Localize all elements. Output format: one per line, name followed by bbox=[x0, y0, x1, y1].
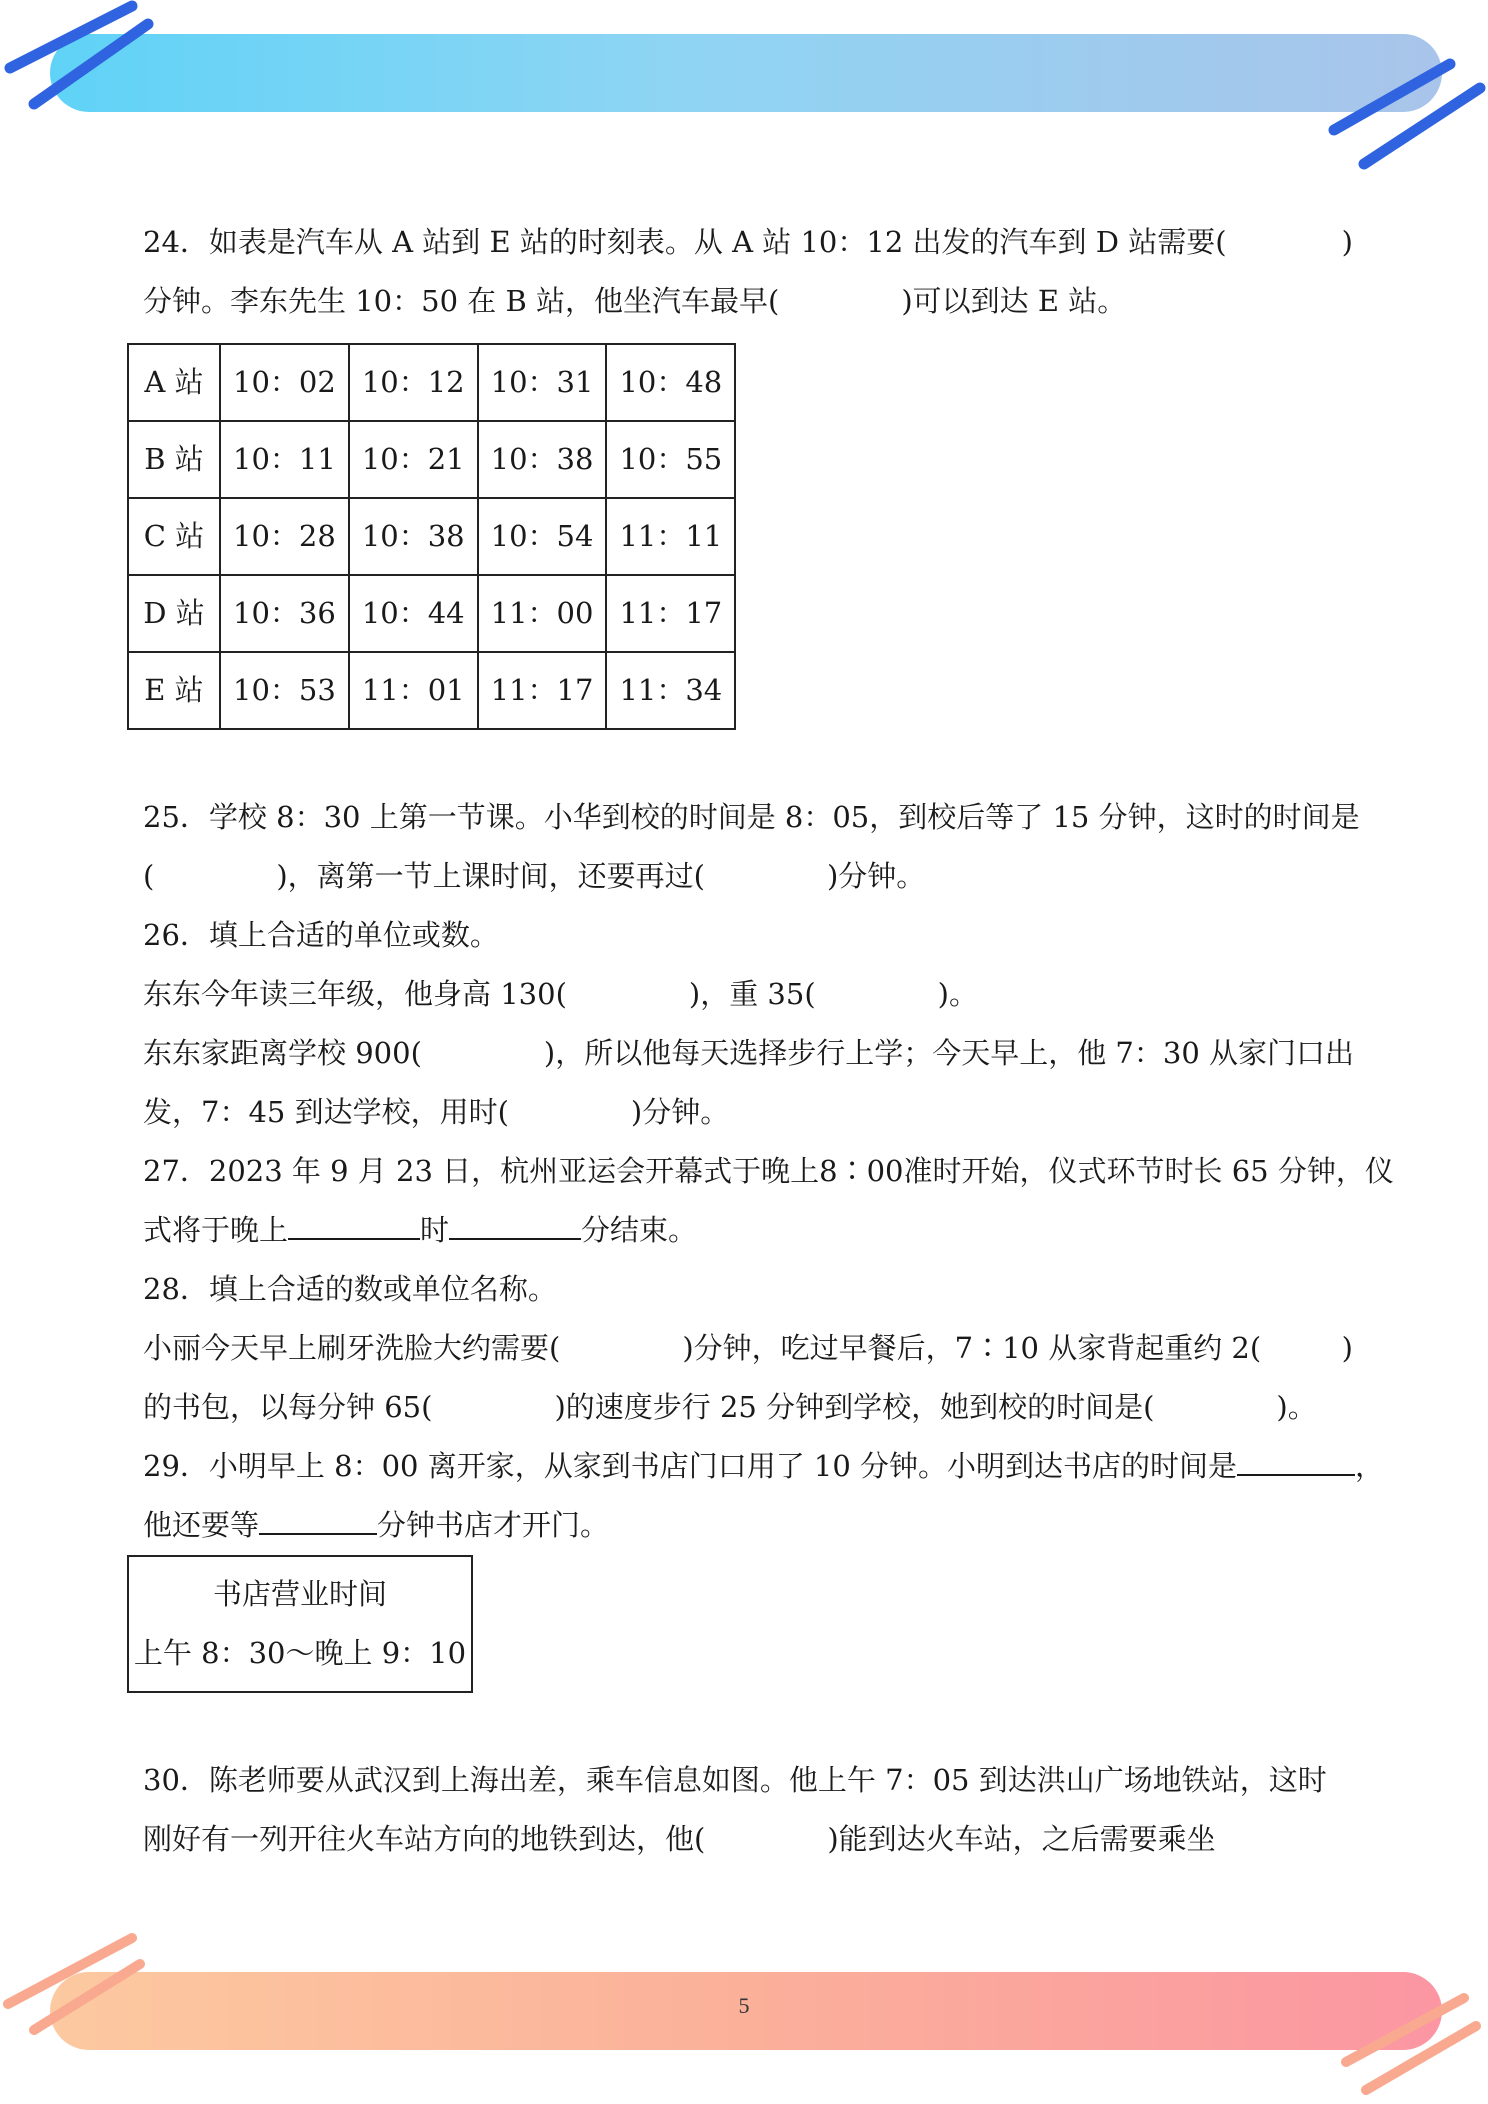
header-right-stripes bbox=[1320, 50, 1488, 180]
table-cell: 10：36 bbox=[220, 575, 349, 652]
q26-text-d: 东东家距离学校 900( bbox=[143, 1036, 422, 1070]
footer-left-stripes bbox=[0, 1930, 150, 2040]
q26-text-e: )，所以他每天选择步行上学；今天早上，他 7：30 从家门口出 bbox=[543, 1036, 1354, 1070]
header-banner bbox=[50, 34, 1442, 112]
table-cell: 10：38 bbox=[478, 421, 607, 498]
q28-text-b: )分钟，吃过早餐后，7∶10 从家背起重约 2( bbox=[682, 1331, 1262, 1365]
table-cell: 11：01 bbox=[349, 652, 478, 729]
table-cell: B 站 bbox=[128, 421, 220, 498]
table-row bbox=[128, 498, 735, 575]
q26-line2 bbox=[143, 1024, 1353, 1083]
table-row bbox=[128, 421, 735, 498]
q24-line2 bbox=[143, 272, 1353, 331]
bus-timetable bbox=[127, 343, 736, 730]
table-cell: 10：02 bbox=[220, 344, 349, 421]
q26-title: 26．填上合适的单位或数。 bbox=[143, 918, 499, 952]
q28-text-f: )。 bbox=[1276, 1390, 1317, 1424]
table-cell: 11：11 bbox=[606, 498, 735, 575]
q29-text-d: 分钟书店才开门。 bbox=[377, 1508, 610, 1542]
table-cell: 11：17 bbox=[478, 652, 607, 729]
q24-text-d: )可以到达 E 站。 bbox=[901, 284, 1127, 318]
q27-text-a: 式将于晚上 bbox=[143, 1213, 289, 1247]
q26-line1 bbox=[143, 965, 1353, 1024]
table-cell: C 站 bbox=[128, 498, 220, 575]
table-cell: 10：54 bbox=[478, 498, 607, 575]
q27-text-c: 分结束。 bbox=[581, 1213, 698, 1247]
q26-line3 bbox=[143, 1083, 1353, 1142]
q24-line1 bbox=[143, 213, 1353, 272]
table-row bbox=[128, 652, 735, 729]
q25-line1: 25．学校 8：30 上第一节课。小华到校的时间是 8：05，到校后等了 15 分钟，这时的时间是 bbox=[143, 800, 1360, 834]
table-row bbox=[128, 344, 735, 421]
table-cell: 10：31 bbox=[478, 344, 607, 421]
table-row bbox=[128, 575, 735, 652]
answer-underline[interactable] bbox=[288, 1202, 420, 1240]
q27-line2 bbox=[143, 1201, 1353, 1260]
table-cell: D 站 bbox=[128, 575, 220, 652]
q29-text-c: 他还要等 bbox=[143, 1508, 260, 1542]
q27-line1: 27．2023 年 9 月 23 日，杭州亚运会开幕式于晚上8∶00准时开始，仪式环节时长 65 分钟，仪 bbox=[143, 1154, 1394, 1188]
q28-group-a bbox=[143, 1319, 1261, 1378]
table-cell: 11：34 bbox=[606, 652, 735, 729]
bookstore-hours-box bbox=[127, 1555, 473, 1693]
q28-line1 bbox=[143, 1319, 1353, 1378]
table-cell: 10：12 bbox=[349, 344, 478, 421]
q25-text-a: ( bbox=[143, 859, 155, 893]
q30-text-b: )能到达火车站，之后需要乘坐 bbox=[827, 1822, 1216, 1856]
header-left-stripes bbox=[0, 0, 160, 120]
table-cell: 10：48 bbox=[606, 344, 735, 421]
q24-text-b: ) bbox=[1341, 225, 1353, 259]
answer-underline[interactable] bbox=[1237, 1438, 1355, 1476]
q26-text-f: 发，7：45 到达学校，用时( bbox=[143, 1095, 509, 1129]
bookstore-hours-title: 书店营业时间 bbox=[212, 1577, 387, 1611]
table-cell: A 站 bbox=[128, 344, 220, 421]
q28-line2 bbox=[143, 1378, 1353, 1437]
q30-text-a: 刚好有一列开往火车站方向的地铁到达，他( bbox=[143, 1822, 706, 1856]
table-cell: 10：21 bbox=[349, 421, 478, 498]
table-cell: E 站 bbox=[128, 652, 220, 729]
table-cell: 10：44 bbox=[349, 575, 478, 652]
table-cell: 10：53 bbox=[220, 652, 349, 729]
table-cell: 10：38 bbox=[349, 498, 478, 575]
q28-text-d: 的书包，以每分钟 65( bbox=[143, 1390, 433, 1424]
q30-line1: 30．陈老师要从武汉到上海出差，乘车信息如图。他上午 7：05 到达洪山广场地铁站，这时 bbox=[143, 1763, 1327, 1797]
q28-text-a: 小丽今天早上刷牙洗脸大约需要( bbox=[143, 1331, 561, 1365]
q25-text-b: )，离第一节上课时间，还要再过( bbox=[276, 859, 705, 893]
table-cell: 10：28 bbox=[220, 498, 349, 575]
q25-line2 bbox=[143, 847, 1353, 906]
table-cell: 10：11 bbox=[220, 421, 349, 498]
q28-text-e: )的速度步行 25 分钟到学校，她到校的时间是( bbox=[554, 1390, 1155, 1424]
q26-text-c: )。 bbox=[937, 977, 978, 1011]
bookstore-hours-value: 上午 8：30～晚上 9：10 bbox=[133, 1636, 467, 1670]
page-number: 5 bbox=[738, 1993, 750, 2018]
q29-line1 bbox=[143, 1437, 1385, 1496]
worksheet-content bbox=[133, 213, 1394, 1869]
q27-text-b: 时 bbox=[420, 1213, 450, 1247]
table-cell: 10：55 bbox=[606, 421, 735, 498]
q24-text-c: 分钟。李东先生 10：50 在 B 站，他坐汽车最早( bbox=[143, 284, 780, 318]
q28-title: 28．填上合适的数或单位名称。 bbox=[143, 1272, 557, 1306]
q26-text-a: 东东今年读三年级，他身高 130( bbox=[143, 977, 567, 1011]
table-cell: 11：00 bbox=[478, 575, 607, 652]
q29-line2 bbox=[143, 1496, 1353, 1555]
q24-text-a: 24．如表是汽车从 A 站到 E 站的时刻表。从 A 站 10：12 出发的汽车到 D 站需要( bbox=[143, 225, 1227, 259]
answer-underline[interactable] bbox=[449, 1202, 581, 1240]
q25-text-c: )分钟。 bbox=[826, 859, 926, 893]
table-cell: 11：17 bbox=[606, 575, 735, 652]
q26-text-g: )分钟。 bbox=[630, 1095, 730, 1129]
answer-underline[interactable] bbox=[259, 1497, 377, 1535]
q30-line2 bbox=[143, 1810, 1353, 1869]
q29-text-a: 29．小明早上 8：00 离开家，从家到书店门口用了 10 分钟。小明到达书店的时间是 bbox=[143, 1449, 1238, 1483]
q29-text-b: ， bbox=[1355, 1449, 1385, 1483]
q26-text-b: )，重 35( bbox=[688, 977, 816, 1011]
q28-text-c: ) bbox=[1341, 1331, 1353, 1365]
